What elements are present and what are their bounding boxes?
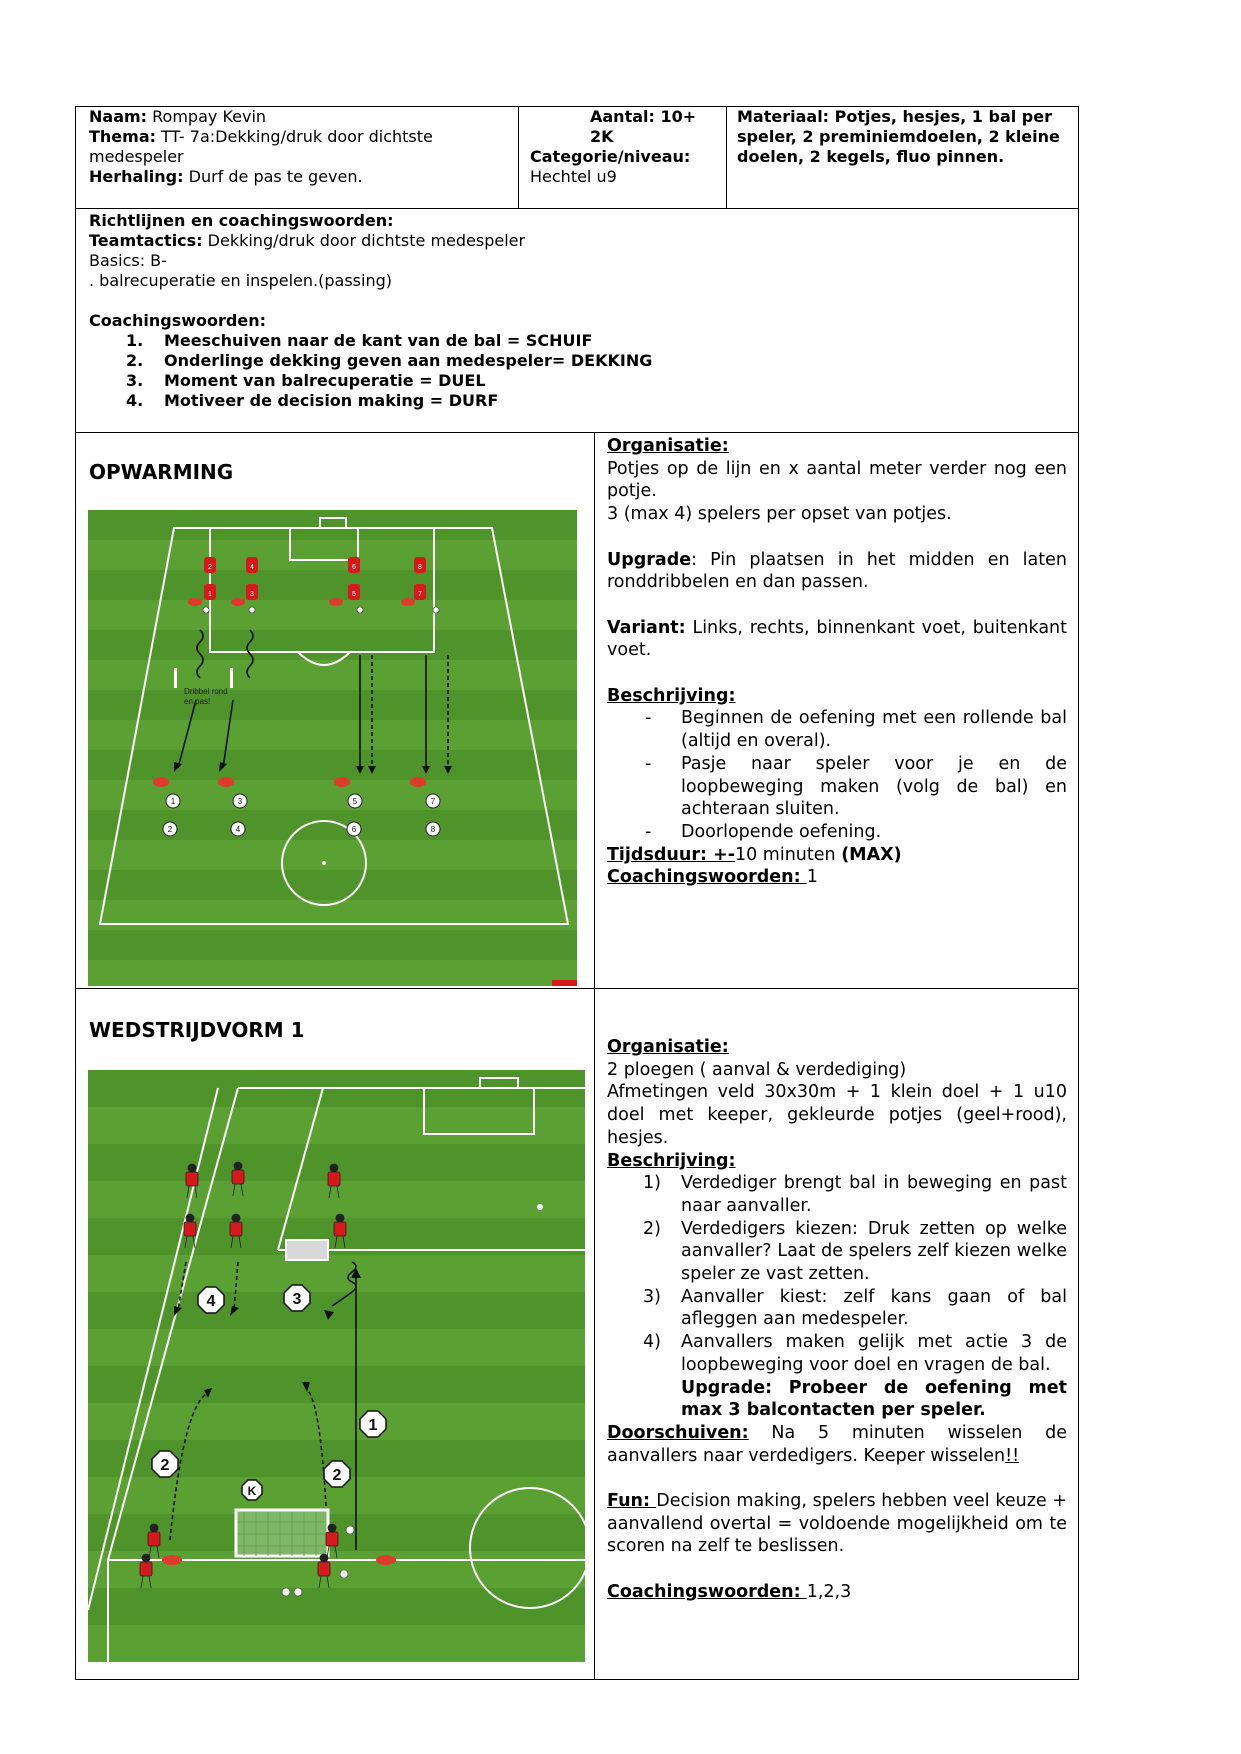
thema-value: TT- 7a:Dekking/druk door dichtste medespeler (89, 127, 433, 166)
svg-text:4: 4 (206, 1293, 216, 1310)
svg-text:3: 3 (250, 591, 254, 598)
svg-text:4: 4 (250, 564, 254, 571)
small-goal-icon (286, 1240, 328, 1260)
svg-text:5: 5 (352, 797, 358, 806)
thema-line (89, 127, 509, 167)
coaching-item: 3. Moment van balrecuperatie = DUEL (126, 371, 486, 390)
u10-goal-icon (236, 1510, 328, 1556)
teamtactics-value: Dekking/druk door dichtste medespeler (202, 231, 526, 250)
warmup-variant: Variant: Links, rechts, binnenkant voet, buitenkant voet. (607, 617, 1067, 661)
svg-text:K: K (247, 1484, 257, 1498)
warmup-beschrijving-label: Beschrijving: (607, 685, 736, 706)
svg-text:3: 3 (292, 1291, 302, 1308)
naam-value: Rompay Kevin (147, 107, 267, 126)
table-border-row2 (75, 432, 1079, 433)
svg-text:5: 5 (352, 591, 356, 598)
list-item: - Doorlopende oefening. (645, 821, 882, 842)
match-upgrade: Upgrade: Probeer de oefening met max 3 balcontacten per speler. (681, 1377, 1067, 1421)
match-doorschuiven: Doorschuiven: Na 5 minuten wisselen de aanvallers naar verdedigers. Keeper wisselen!! (607, 1422, 1067, 1466)
table-divider-exercises (594, 432, 595, 1680)
warmup-tijdsduur: Tijdsduur: +-10 minuten (MAX) (607, 844, 902, 865)
svg-text:7: 7 (418, 591, 422, 598)
warmup-description (607, 435, 1067, 889)
match-organisatie-text2: Afmetingen veld 30x30m + 1 klein doel + 1 u10 doel met keeper, gekleurde potjes (geel+rood), hesjes. (607, 1082, 1067, 1148)
match-beschrijving-label: Beschrijving: (607, 1150, 736, 1171)
table-divider-header-1 (518, 106, 519, 208)
svg-text:4: 4 (235, 825, 241, 834)
svg-text:8: 8 (430, 825, 436, 834)
list-item: 3) Aanvaller kiest: zelf kans gaan of bal afleggen aan medespeler. (643, 1286, 1067, 1330)
warmup-annotation-line1: Dribbel rond (184, 687, 228, 696)
basics-detail: . balrecuperatie en inspelen.(passing) (89, 271, 392, 290)
warmup-organisatie-text2: 3 (max 4) spelers per opset van potjes. (607, 504, 952, 525)
svg-text:6: 6 (351, 825, 357, 834)
table-border-row1 (75, 208, 1079, 209)
svg-text:1: 1 (208, 591, 212, 598)
warmup-organisatie-text: Potjes op de lijn en x aantal meter verder nog een potje. (607, 458, 1067, 502)
list-item: - Beginnen de oefening met een rollende bal (altijd en overal). (645, 708, 1067, 752)
warmup-upgrade: Upgrade: Pin plaatsen in het midden en laten ronddribbelen en dan passen. (607, 549, 1067, 593)
svg-text:1: 1 (368, 1417, 378, 1434)
svg-text:2: 2 (167, 825, 173, 834)
coaching-item: 2. Onderlinge dekking geven aan medespeler= DEKKING (126, 351, 653, 370)
warmup-diagram (88, 510, 577, 986)
guidelines-cell (89, 211, 1069, 411)
header-aantal-cell (530, 107, 720, 187)
table-border-right (1078, 106, 1079, 1680)
thema-label: Thema: (89, 127, 157, 146)
match-fun: Fun: Decision making, spelers hebben veel keuze + aanvallend overtal = voldoende mogelijkheid om te scoren na zelf te beslissen. (607, 1491, 1067, 1557)
header-materiaal-cell (737, 107, 1073, 167)
naam-label: Naam: (89, 107, 148, 126)
warmup-beschrijving-list (607, 707, 1067, 843)
coaching-item: 1. Meeschuiven naar de kant van de bal = SCHUIF (126, 331, 593, 350)
match-beschrijving-list (607, 1172, 1067, 1422)
svg-text:1: 1 (170, 797, 176, 806)
match-description (607, 1036, 1067, 1604)
warmup-title: OPWARMING (89, 460, 234, 484)
categorie-value: Hechtel u9 (530, 167, 617, 186)
aantal-value: 2K (590, 127, 614, 146)
svg-text:8: 8 (418, 564, 422, 571)
naam-line (89, 107, 509, 127)
list-item: 4) Aanvallers maken gelijk met actie 3 de loopbeweging voor doel en vragen de bal. (643, 1332, 1067, 1375)
teamtactics-label: Teamtactics: (89, 231, 203, 250)
basics-line: Basics: B- (89, 251, 167, 270)
match-title: WEDSTRIJDVORM 1 (89, 1018, 305, 1042)
match-organisatie-label: Organisatie: (607, 1037, 729, 1057)
list-item: - Pasje naar speler voor je en de loopbeweging maken (volg de bal) en achteraan sluiten. (645, 753, 1067, 820)
warmup-organisatie-label: Organisatie: (607, 436, 729, 456)
herhaling-line (89, 167, 509, 187)
svg-text:2: 2 (160, 1457, 170, 1474)
categorie-label: Categorie/niveau: (530, 147, 691, 166)
herhaling-label: Herhaling: (89, 167, 184, 186)
table-divider-header-2 (726, 106, 727, 208)
guidelines-title: Richtlijnen en coachingswoorden: (89, 211, 394, 230)
svg-text:2: 2 (208, 564, 212, 571)
warmup-annotation-line2: en pas! (184, 697, 211, 706)
coaching-item: 4. Motiveer de decision making = DURF (126, 391, 499, 410)
svg-text:2: 2 (332, 1467, 342, 1484)
match-diagram (88, 1070, 585, 1662)
header-info-cell (89, 107, 509, 187)
coaching-list (89, 331, 1069, 411)
herhaling-value: Durf de pas te geven. (183, 167, 363, 186)
list-item: 2) Verdedigers kiezen: Druk zetten op welke aanvaller? Laat de spelers zelf kiezen welke speler ze vast zetten. (643, 1218, 1067, 1285)
table-border-bottom (75, 1679, 1079, 1680)
coaching-title: Coachingswoorden: (89, 311, 267, 330)
svg-text:6: 6 (352, 564, 356, 571)
aantal-label: Aantal: 10+ (590, 107, 697, 126)
materiaal-value: Potjes, hesjes, 1 bal per speler, 2 preminiemdoelen, 2 kleine doelen, 2 kegels, fluo pinnen. (737, 107, 1060, 166)
warmup-coaching: Coachingswoorden: 1 (607, 867, 818, 888)
table-border-left (75, 106, 76, 1680)
svg-text:3: 3 (237, 797, 243, 806)
table-border-row3 (75, 988, 1079, 989)
materiaal-label: Materiaal: (737, 107, 830, 126)
match-coaching: Coachingswoorden: 1,2,3 (607, 1581, 852, 1602)
match-organisatie-text: 2 ploegen ( aanval & verdediging) (607, 1059, 907, 1080)
list-item: 1) Verdediger brengt bal in beweging en past naar aanvaller. (643, 1173, 1067, 1216)
teamtactics-line (89, 231, 1069, 251)
svg-text:7: 7 (430, 797, 436, 806)
